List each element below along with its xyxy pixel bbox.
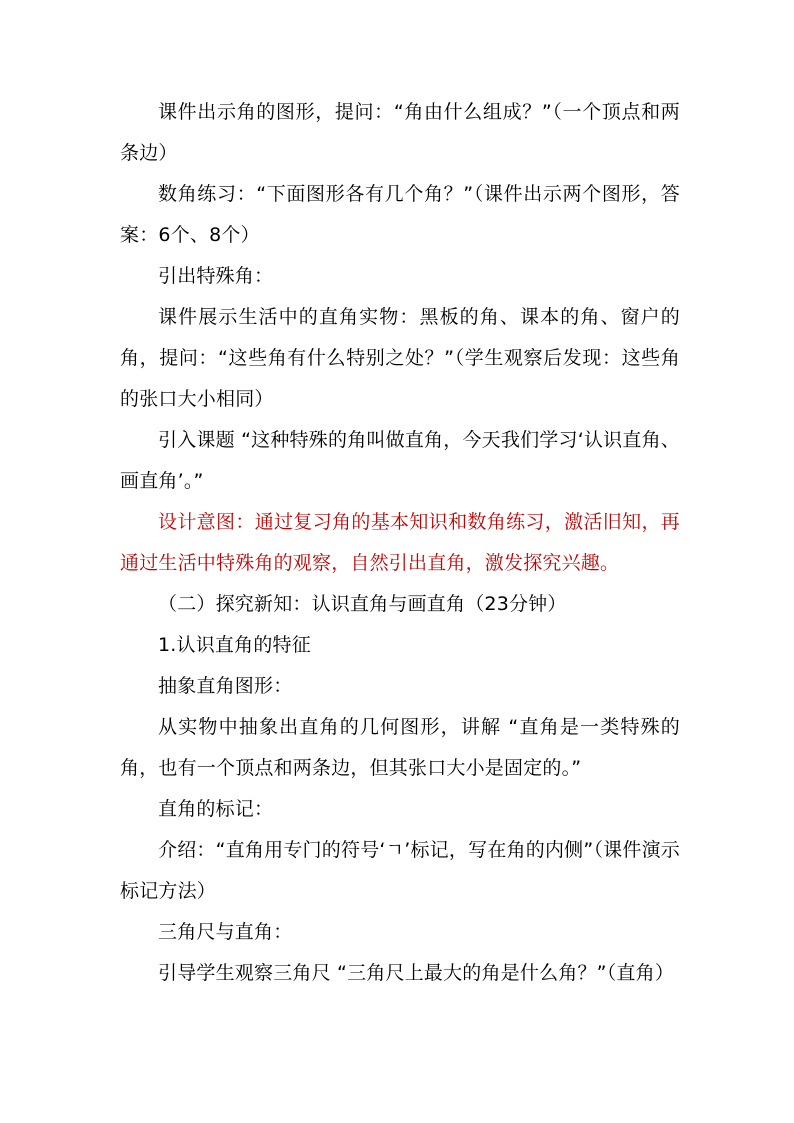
paragraph-set-square-question: 引导学生观察三角尺 “三角尺上最大的角是什么角？”（直角） [158, 962, 675, 984]
document-body [120, 92, 680, 994]
subheading-right-angle-features: 1.认识直角的特征 [158, 634, 311, 656]
paragraph-marking-explanation: 介绍：“直角用专门的符号‘ㄱ’标记，写在角的内侧”（课件演示标记方法） [120, 839, 680, 902]
paragraph-real-life-right-angles: 课件展示生活中的直角实物：黑板的角、课本的角、窗户的角，提问：“这些角有什么特别之处？”（学生观察后发现：这些角的张口大小相同） [120, 306, 680, 410]
paragraph-introduce-topic: 引入课题 “这种特殊的角叫做直角，今天我们学习‘认识直角、画直角’。” [120, 429, 680, 492]
paragraph-special-angle-heading: 引出特殊角： [158, 265, 274, 287]
paragraph-counting-angles: 数角练习：“下面图形各有几个角？”（课件出示两个图形，答案：6个、8个） [120, 183, 680, 246]
paragraph-set-square-heading: 三角尺与直角： [158, 921, 293, 943]
paragraph-marking-heading: 直角的标记： [158, 798, 274, 820]
paragraph-design-intent: 设计意图：通过复习角的基本知识和数角练习，激活旧知，再通过生活中特殊角的观察，自然引出直角，激发探究兴趣。 [120, 511, 680, 574]
paragraph-angle-composition: 课件出示角的图形，提问：“角由什么组成？”（一个顶点和两条边） [120, 101, 680, 164]
paragraph-abstract-explanation: 从实物中抽象出直角的几何图形，讲解 “直角是一类特殊的角，也有一个顶点和两条边，但其张口大小是固定的。” [120, 716, 680, 779]
paragraph-abstract-heading: 抽象直角图形： [158, 675, 293, 697]
section-heading-explore: （二）探究新知：认识直角与画直角（23分钟） [158, 593, 567, 615]
